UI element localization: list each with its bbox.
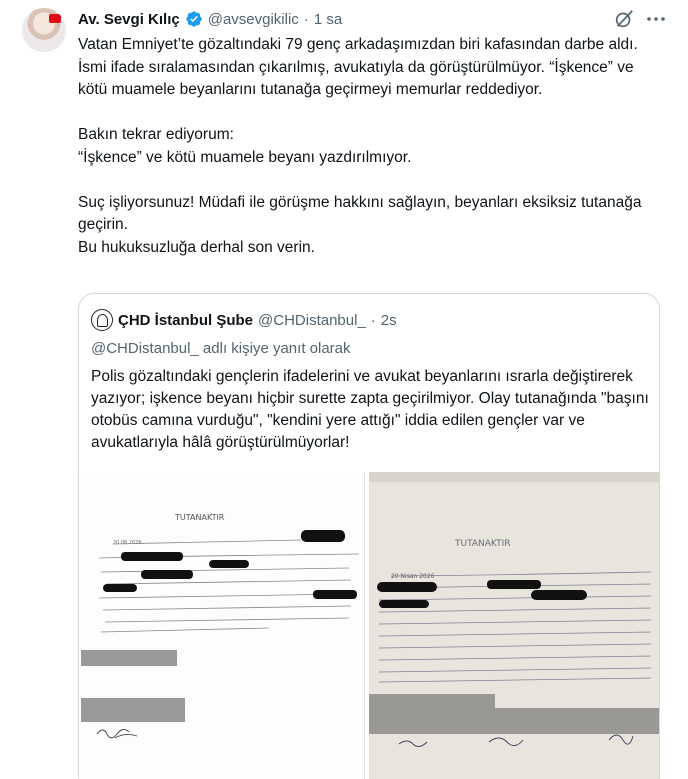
document-image-1[interactable] [79,472,365,779]
redaction-block [369,708,660,734]
quoted-author-handle[interactable]: @CHDistanbul_ [258,311,366,329]
author-name[interactable]: Av. Sevgi Kılıç [78,10,180,28]
handwritten-title: TUTANAKTIR [455,539,511,549]
quoted-tweet-header [91,309,397,331]
redaction-block [81,650,177,666]
handwritten-date: 20.06.2026 [113,540,142,546]
quoted-tweet-text: Polis gözaltındaki gençlerin ifadelerini ve avukat beyanlarını ısrarla değiştirerek yazıyor; işkence beyanı hiçbir surette zapta geçirilmiyor. Olay tutanağında "başını otobüs camına vurduğu", "kendini yere attığı" iddia edilen gençler var ve avukatlarıyla hâlâ görüştürülmüyorlar! [91,368,649,451]
media-grid [79,472,660,779]
separator-dot: · [370,311,376,329]
author-handle[interactable]: @avsevgikilic [207,10,299,28]
quoted-tweet[interactable] [78,293,660,779]
verified-badge-icon [185,10,203,28]
quoted-author-avatar[interactable] [91,309,113,331]
grok-icon[interactable] [613,8,635,30]
more-icon[interactable] [646,10,666,28]
tweet-text: Vatan Emniyet’te gözaltındaki 79 genç arkadaşımızdan biri kafasından darbe aldı. İsmi ifade sıralamasından çıkarılmış, avukatıyla da görüştürülmüyor. “İşkence” ve kötü muamele beyanlarını tutanağa geçirmeyi memurlar reddediyor. Bakın tekrar ediyorum: “İşkence” ve kötü muamele beyanı yazdırılmıyor. Suç işliyorsunuz! Müdafi ile görüşme hakkını sağlayın, beyanları eksiksiz tutanağa geçirin. Bu hukuksuzluğa derhal son verin. [78,36,642,256]
handwritten-title: TUTANAKTIR [175,513,225,522]
quoted-author-name[interactable]: ÇHD İstanbul Şube [118,311,254,329]
tweet-header [78,9,342,29]
flag-icon [49,14,61,23]
quoted-tweet-time[interactable]: 2s [380,311,397,329]
tweet-time[interactable]: 1 sa [313,10,343,28]
redaction-block [369,694,495,710]
handwritten-date: 20 Nisan 2026 [391,573,435,580]
redaction-block [81,698,185,722]
reply-context[interactable]: @CHDistanbul_ adlı kişiye yanıt olarak [91,340,351,357]
separator-dot: · [303,10,309,28]
author-avatar[interactable] [22,8,66,52]
document-image-2[interactable] [369,472,660,779]
